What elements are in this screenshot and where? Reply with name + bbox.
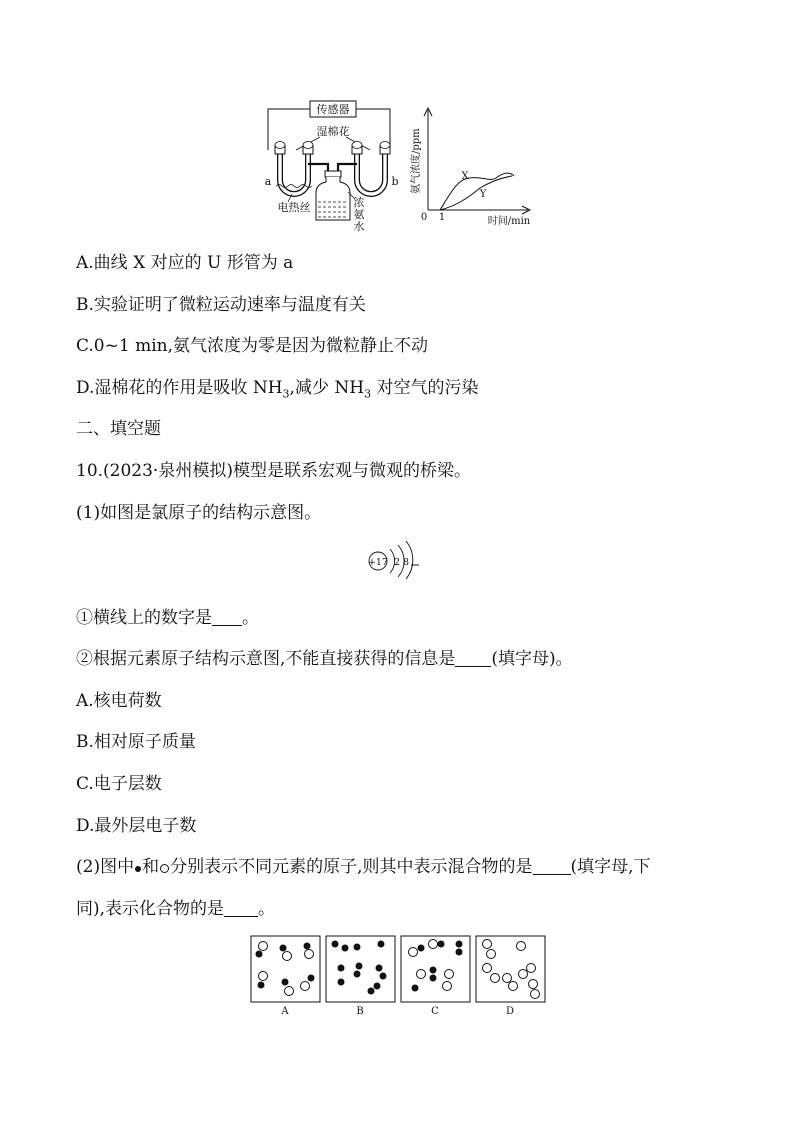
panel-b xyxy=(326,936,395,1017)
option-a: A.曲线 X 对应的 U 形管为 a xyxy=(76,253,294,273)
tube-b-label: b xyxy=(391,175,399,188)
tube-a-label: a xyxy=(264,175,272,188)
wet-cotton-label: 湿棉花 xyxy=(316,125,350,138)
particle-panels xyxy=(249,934,549,1020)
shell1-electrons: 2 xyxy=(393,557,401,568)
option-c: C.0~1 min,氨气浓度为零是因为微粒静止不动 xyxy=(76,336,428,356)
panel-b-label: B xyxy=(356,1006,364,1017)
q10-stem: 10.(2023·泉州模拟)模型是联系宏观与微观的桥梁。 xyxy=(76,461,471,481)
choice-c: C.电子层数 xyxy=(76,774,162,794)
panel-d xyxy=(476,936,545,1017)
shell2-electrons: 8 xyxy=(402,557,410,568)
panel-a-label: A xyxy=(281,1006,289,1017)
answer-blank-3[interactable] xyxy=(533,856,571,875)
choice-b: B.相对原子质量 xyxy=(76,732,196,752)
option-b: B.实验证明了微粒运动速率与温度有关 xyxy=(76,295,366,315)
hollow-atom-icon xyxy=(159,861,170,873)
curve-x-label: X xyxy=(461,171,469,182)
q10-part2-line2: 同),表示化合物的是 。 xyxy=(76,899,276,919)
panel-c-label: C xyxy=(431,1006,439,1017)
option-d: D.湿棉花的作用是吸收 $NH_3$,减少 $NH_3$ 对空气的污染 xyxy=(76,378,479,401)
apparatus-figure xyxy=(262,98,542,233)
section-title: 二、填空题 xyxy=(76,419,161,439)
answer-blank-1[interactable] xyxy=(212,607,242,626)
choice-a: A.核电荷数 xyxy=(76,691,162,711)
panel-d-label: D xyxy=(505,1006,515,1017)
graph-y-axis-label: 氨气浓度/ppm xyxy=(411,128,422,194)
chlorine-atom-diagram xyxy=(366,538,430,580)
ammonia-label-char-3: 水 xyxy=(353,220,365,233)
panel-a xyxy=(251,936,320,1017)
graph-x-axis-label: 时间/min xyxy=(487,216,531,227)
curve-y-label: Y xyxy=(479,189,487,200)
nucleus-charge: +17 xyxy=(367,557,389,568)
ammonia-label-char-2: 氨 xyxy=(353,208,365,221)
q10-sub2: ②根据元素原子结构示意图,不能直接获得的信息是 (填字母)。 xyxy=(76,649,573,669)
q10-sub1: ①横线上的数字是 。 xyxy=(76,608,259,628)
q10-part1: (1)如图是氯原子的结构示意图。 xyxy=(76,503,322,523)
choice-d: D.最外层电子数 xyxy=(76,816,197,836)
ammonia-label-char-1: 浓 xyxy=(353,196,365,209)
curve-x xyxy=(440,173,514,210)
sensor-label: 传感器 xyxy=(316,103,350,116)
answer-blank-2[interactable] xyxy=(455,648,491,667)
filled-atom-icon xyxy=(134,861,142,873)
heater-wire-label: 电热丝 xyxy=(277,201,311,214)
answer-blank-4[interactable] xyxy=(224,898,258,917)
q10-part2-line1: (2)图中 和 分别表示不同元素的原子,则其中表示混合物的是 (填字母,下 xyxy=(76,857,651,877)
panel-c xyxy=(401,936,470,1017)
graph-tick-label: 1 xyxy=(438,212,446,223)
concentration-graph xyxy=(409,108,531,227)
graph-origin-label: 0 xyxy=(420,212,428,223)
